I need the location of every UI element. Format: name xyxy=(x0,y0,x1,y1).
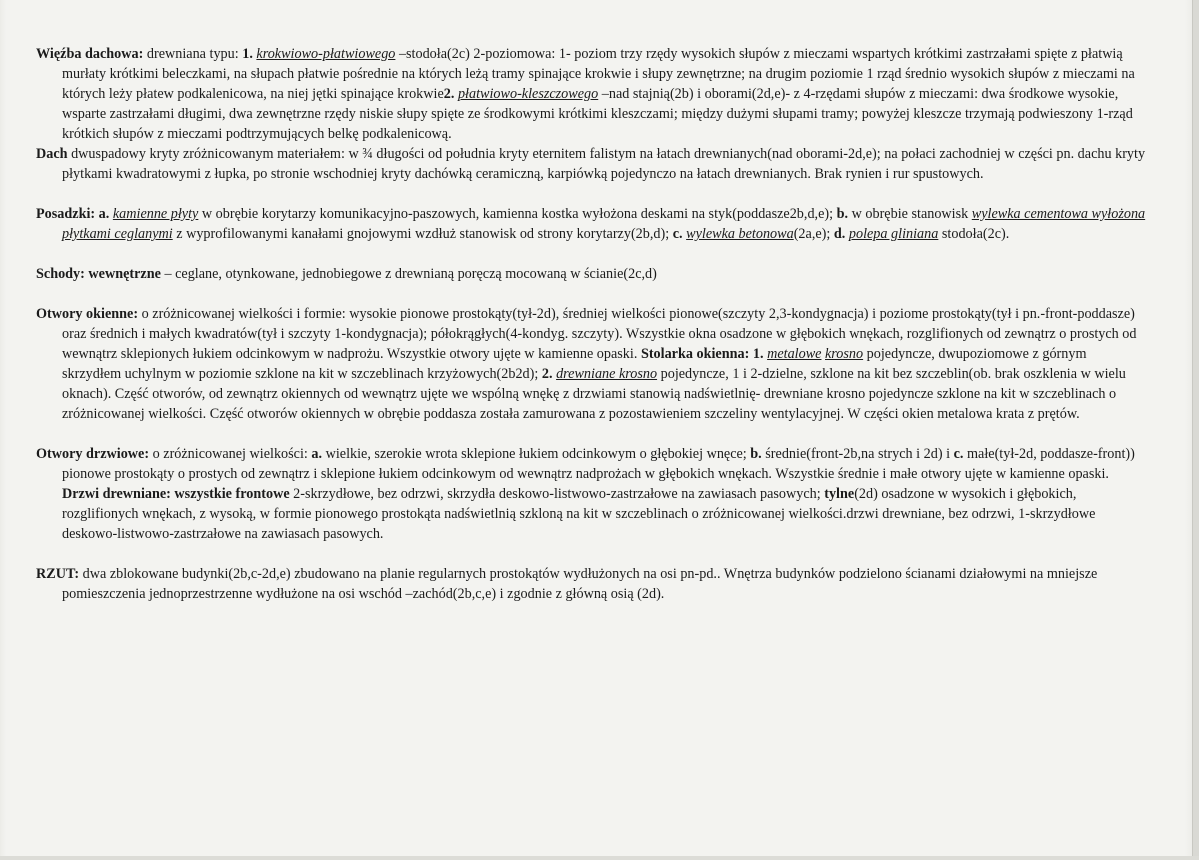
posadzki-label: Posadzki: xyxy=(36,206,96,222)
drzwi-label: Otwory drzwiowe: xyxy=(36,446,150,462)
schody-label: Schody: wewnętrzne xyxy=(36,266,161,282)
dach-label: Dach xyxy=(36,146,68,162)
section-otwory-okienne: Otwory okienne: o zróżnicowanej wielkości i formie: wysokie pionowe prostokąty(tył-2d), średniej wielkości pionowe(szczyty 2,3-kondygnacja) i poziome prostokąty(tył i pn.-front-poddasze) oraz średnich i małych kwadratów(tył i szczyty 1-kondygnacja); półokrągłych(4-kondyg. szczyty). Wszystkie okna osadzone w głębokich wnękach, rozglifionych od zewnątrz o prostych od wewnątrz sklepionych łukiem odcinkowym w nadprożu. Wszystkie otwory ujęte w kamienne opaski. Stolarka okienna: 1. metalowe krosno pojedyncze, dwupoziomowe z górnym skrzydłem uchylnym w poziomie szklone na kit w szczeblinach krzyżowych(2b2d); 2. drewniane krosno pojedyncze, 1 i 2-dzielne, szklone na kit bez szczeblin(ob. brak oszklenia w wielu oknach). Część otworów, od zewnątrz okiennych od wewnątrz ujęte we wspólną wnękę z drzwiami stanowią nadświetlnię- drewniane krosno pojedyncze szklone na kit w szczeblinach o zróżnicowanej wielkości. Część otworów okiennych w obrębie poddasza została zamurowana z pozostawieniem szczeliny wentylacyjnej. W części okien metalowa krata z prętów. xyxy=(36,306,1137,422)
stolarka-label: Stolarka okienna: 1. xyxy=(640,346,764,362)
section-posadzki: Posadzki: a. kamienne płyty w obrębie korytarzy komunikacyjno-paszowych, kamienna kostka wyłożona deskami na styk(poddasze2b,d,e); b. w obrębie stanowisk wylewka cementowa wyłożona płytkami ceglanymi z wyprofilowanymi kanałami gnojowymi wzdłuż stanowisk od strony korytarzy(2b,d); c. wylewka betonowa(2a,e); d. polepa gliniana stodoła(2c). xyxy=(36,206,1146,242)
rzut-label: RZUT: xyxy=(36,566,80,582)
section-rzut: RZUT: dwa zblokowane budynki(2b,c-2d,e) zbudowano na planie regularnych prostokątów wydłużonych na osi pn-pd.. Wnętrza budynków podzielono ścianami działowymi na mniejsze pomieszczenia jednoprzestrzenne wydłużone na osi wschód –zachód(2b,c,e) i zgodnie z główną osią (2d). xyxy=(36,566,1098,602)
section-dach: Dach dwuspadowy kryty zróżnicowanym materiałem: w ¾ długości od południa kryty eternitem falistym na łatach drewnianych(nad oborami-2d,e); na połaci zachodniej w części pn. dachu kryty płytkami kwadratowymi z łupka, po stronie wschodniej kryty dachówką ceramiczną, karpiówką pojedynczo na łatach drewnianych. Brak rynien i rur spustowych. xyxy=(36,146,1146,182)
okna-label: Otwory okienne: xyxy=(36,306,139,322)
wiezba-type-2: płatwiowo-kleszczowego xyxy=(457,86,599,102)
section-schody: Schody: wewnętrzne – ceglane, otynkowane, jednobiegowe z drewnianą poręczą mocowaną w ścianie(2c,d) xyxy=(36,266,657,282)
section-wiezba-dachowa: Więźba dachowa: drewniana typu: 1. krokwiowo-płatwiowego –stodoła(2c) 2-poziomowa: 1- poziom trzy rzędy wysokich słupów z mieczami wspartych krótkimi zastrzałami spięte z płatwią murłaty krótkimi beleczkami, na słupach płatwie pośrednie na których leżą tramy spinające krokwie i słupy zewnętrzne; na drugim poziomie 1 rząd średnio wysokich słupów z mieczami na których leży płatew podkalenicowa, na niej jętki spinające krokwie2. płatwiowo-kleszczowego –nad stajnią(2b) i oborami(2d,e)- z 4-rzędami słupów z mieczami: dwa środkowe wysokie, wsparte zastrzałami długimi, dwa zewnętrzne rzędy niskie słupy spięte ze środkowymi krótkimi kleszczami; między dużymi słupami tramy; powyżej kleszcze trzymają podwieszony 1-rząd krótkich słupów z mieczami podtrzymujących belkę podkalenicową. Dach dwuspadowy kryty zróżnicowanym materiałem: w ¾ długości od południa kryty eternitem falistym na łatach drewnianych(nad oborami-2d,e); na połaci zachodniej w części pn. dachu kryty płytkami kwadratowymi z łupka, po stronie wschodniej kryty dachówką ceramiczną, karpiówką pojedynczo na łatach drewnianych. Brak rynien i rur spustowych. xyxy=(36,46,1146,182)
page-edge-bottom xyxy=(0,856,1199,860)
section-otwory-drzwiowe: Otwory drzwiowe: o zróżnicowanej wielkości: a. wielkie, szerokie wrota sklepione łukiem odcinkowym o głębokiej wnęce; b. średnie(front-2b,na strych i 2d) i c. małe(tył-2d, poddasze-front)) pionowe prostokąty o prostych od zewnątrz i sklepione łukiem odcinkowym od wewnątrz nadprożach w głębokich wnękach. Wszystkie średnie i małe otwory ujęte w kamienne opaski. Drzwi drewniane: wszystkie frontowe 2-skrzydłowe, bez odrzwi, skrzydła deskowo-listwowo-zastrzałowe na zawiasach pasowych; tylne(2d) osadzone w wysokich i głębokich, rozglifionych wnękach, z wysoką, w formie pionowego prostokąta nadświetlnią szkloną na kit w szczeblinach o zróżnicowanej wielkości.drzwi drewniane, bez odrzwi, 1-skrzydłowe deskowo-listwowo-zastrzałowe na zawiasach pasowych. xyxy=(36,446,1135,542)
drzwi-drewniane-label: Drzwi drewniane: wszystkie frontowe xyxy=(62,486,290,502)
wiezba-label: Więźba dachowa: xyxy=(36,46,144,62)
wiezba-type-1: krokwiowo-płatwiowego xyxy=(256,46,396,62)
document-body xyxy=(36,44,1146,624)
page-edge-right xyxy=(1192,0,1199,860)
